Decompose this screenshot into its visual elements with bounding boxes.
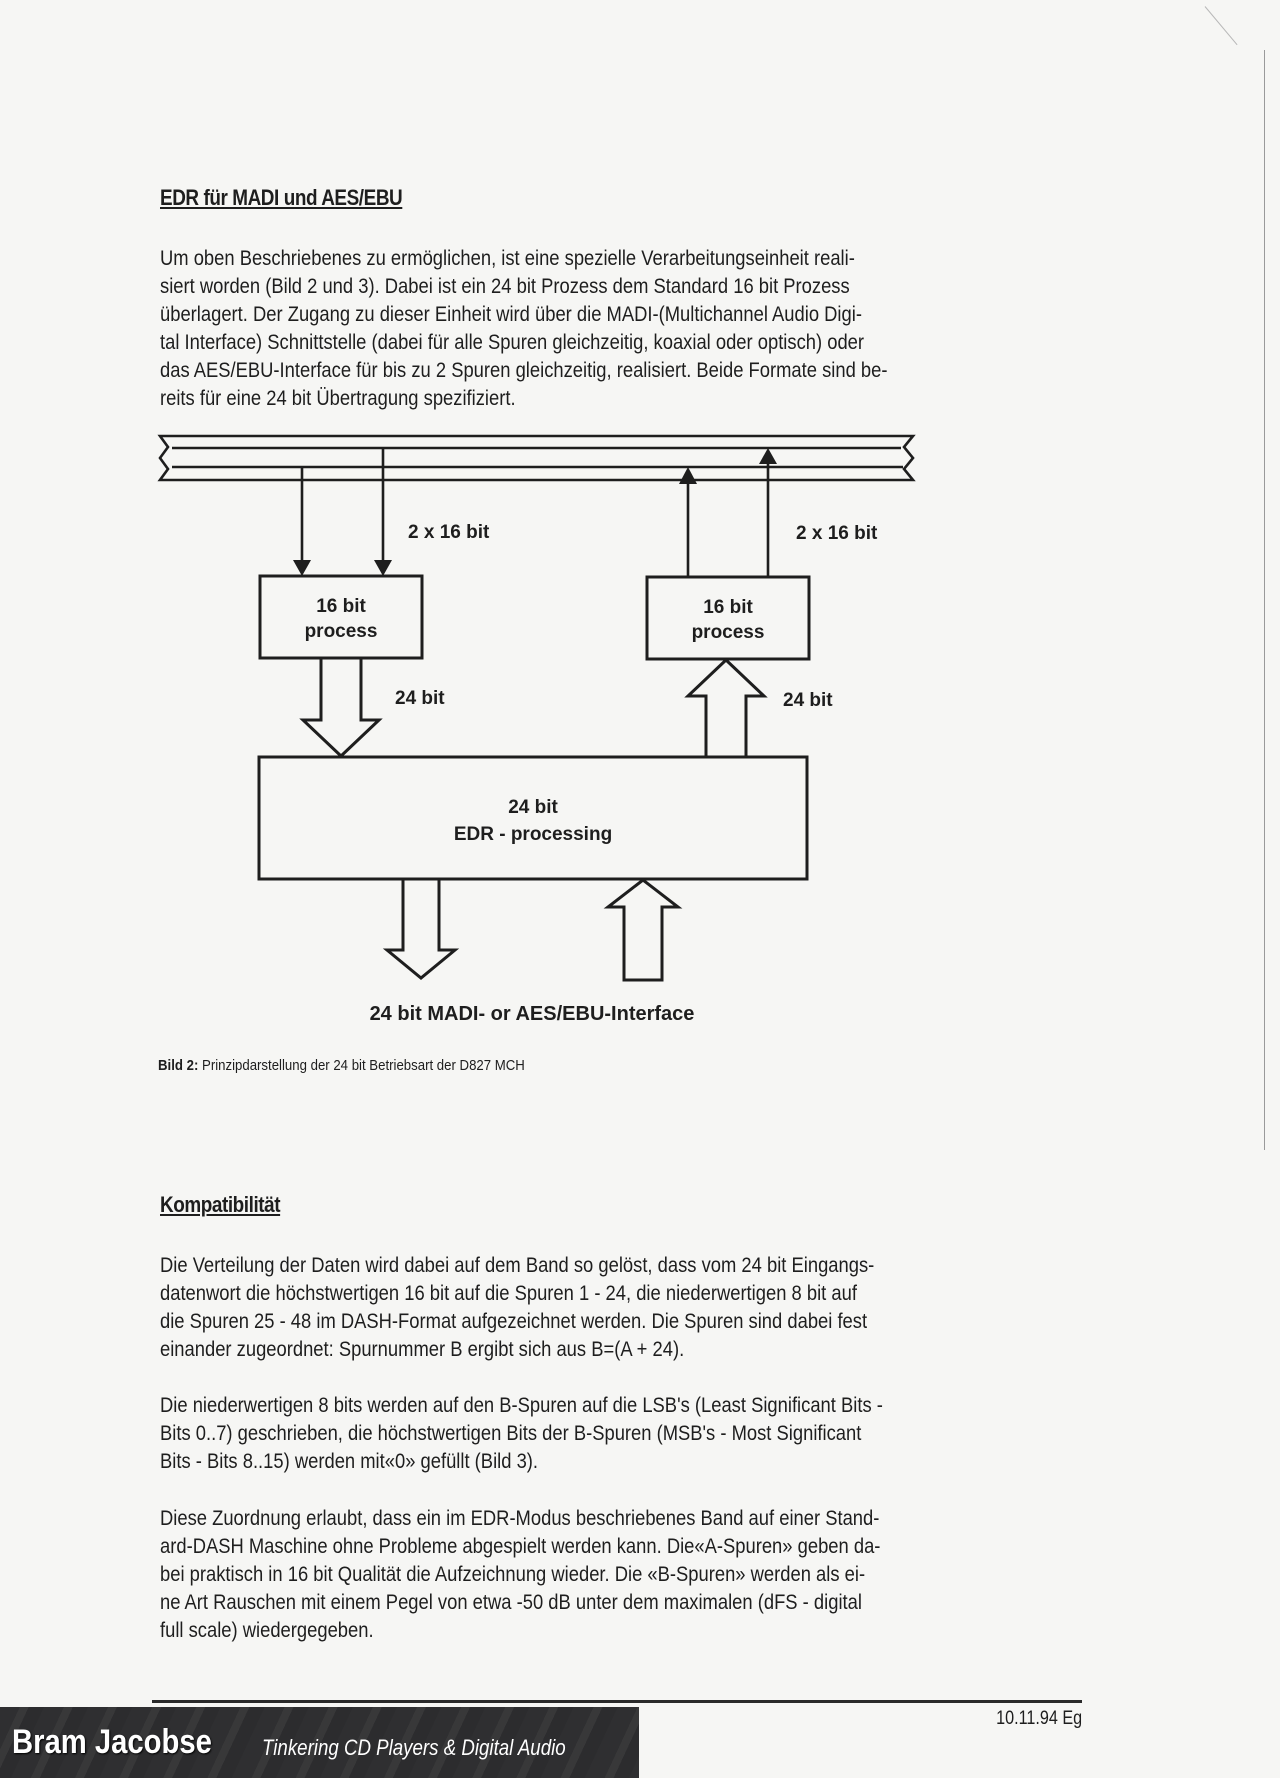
caption-label: Bild 2:	[158, 1057, 199, 1074]
paragraph-line: Um oben Beschriebenes zu ermöglichen, ist eine spezielle Verarbeitungseinheit reali-	[160, 246, 855, 270]
arrowhead-up-2	[759, 448, 777, 464]
paragraph-line: bei praktisch in 16 bit Qualität die Aufzeichnung wieder. Die «B-Spuren» werden als ei-	[160, 1562, 866, 1586]
paragraph-line: die Spuren 25 - 48 im DASH-Format aufgezeichnet werden. Die Spuren sind dabei fest	[160, 1309, 868, 1333]
wide-arrow-up-right	[688, 660, 764, 757]
arrowhead-down-2	[374, 560, 392, 576]
paragraph-line: Die Verteilung der Daten wird dabei auf dem Band so gelöst, dass vom 24 bit Eingangs-	[160, 1253, 875, 1277]
left-process-label-1: 16 bit	[316, 596, 366, 617]
paragraph-line: ard-DASH Maschine ohne Probleme abgespielt werden kann. Die«A-Spuren» geben da-	[160, 1534, 881, 1558]
left-process-box	[260, 576, 422, 658]
paragraph-assignment	[160, 1504, 1075, 1644]
paragraph-line: überlagert. Der Zugang zu dieser Einheit wird über die MADI-(Multichannel Audio Digi-	[160, 302, 862, 326]
right-bus-label: 2 x 16 bit	[796, 523, 878, 544]
arrowhead-down-1	[293, 560, 311, 576]
wide-arrow-down-output	[387, 880, 455, 978]
caption-text: Prinzipdarstellung der 24 bit Betriebsart der D827 MCH	[198, 1057, 525, 1074]
left-bus-label: 2 x 16 bit	[408, 522, 490, 543]
paragraph-line: full scale) wiedergegeben.	[160, 1618, 374, 1642]
left-process-label-2: process	[304, 621, 378, 642]
right-process-box	[647, 577, 809, 659]
edr-label-1: 24 bit	[508, 797, 558, 818]
paragraph-line: reits für eine 24 bit Übertragung spezifiziert.	[160, 386, 516, 410]
paragraph-line: Bits - Bits 8..15) werden mit«0» gefüllt (Bild 3).	[160, 1449, 539, 1473]
paragraph-line: Bits 0..7) geschrieben, die höchstwertigen Bits der B-Spuren (MSB's - Most Significant	[160, 1421, 862, 1445]
arrowhead-up-1	[679, 467, 697, 484]
footer-date: 10.11.94 Eg	[996, 1708, 1082, 1729]
banner-author-name: Bram Jacobse	[12, 1723, 212, 1761]
watermark-banner	[0, 1707, 639, 1778]
wide-arrow-up-input	[608, 880, 678, 980]
paragraph-line: einander zugeordnet: Spurnummer B ergibt sich aus B=(A + 24).	[160, 1337, 685, 1361]
figure-caption	[158, 1057, 525, 1074]
paragraph-lsb	[160, 1391, 1075, 1475]
footer-rule	[152, 1700, 1082, 1703]
paragraph-line: datenwort die höchstwertigen 16 bit auf die Spuren 1 - 24, die niederwertigen 8 bit auf	[160, 1281, 857, 1305]
paragraph-line: tal Interface) Schnittstelle (dabei für alle Spuren gleichzeitig, koaxial oder optisch) oder	[160, 330, 865, 354]
section-heading-kompatibilitaet: Kompatibilität	[160, 1192, 281, 1217]
wide-arrow-down-left	[303, 658, 379, 756]
edr-processing-box	[259, 757, 807, 879]
right-process-label-2: process	[691, 622, 765, 643]
paragraph-line: siert worden (Bild 2 und 3). Dabei ist ein 24 bit Prozess dem Standard 16 bit Prozess	[160, 274, 850, 298]
interface-label: 24 bit MADI- or AES/EBU-Interface	[369, 1003, 695, 1025]
paragraph-line: Die niederwertigen 8 bits werden auf den B-Spuren auf die LSB's (Least Significant Bits -	[160, 1393, 883, 1417]
banner-tagline: Tinkering CD Players & Digital Audio	[262, 1735, 566, 1760]
edr-label-2: EDR - processing	[453, 824, 613, 845]
paragraph-line: das AES/EBU-Interface für bis zu 2 Spuren gleichzeitig, realisiert. Beide Formate sind be-	[160, 358, 888, 382]
section-heading-edr: EDR für MADI und AES/EBU	[160, 185, 403, 210]
paragraph-distribution	[160, 1251, 1075, 1363]
paragraph-line: ne Art Rauschen mit einem Pegel von etwa -50 dB unter dem maximalen (dFS - digital	[160, 1590, 862, 1614]
right-process-label-1: 16 bit	[703, 597, 753, 618]
left-wide-label: 24 bit	[395, 688, 445, 709]
paragraph-line: Diese Zuordnung erlaubt, dass ein im EDR-Modus beschriebenes Band auf einer Stand-	[160, 1506, 880, 1530]
right-wide-label: 24 bit	[783, 690, 833, 711]
bus-outline	[160, 436, 913, 480]
